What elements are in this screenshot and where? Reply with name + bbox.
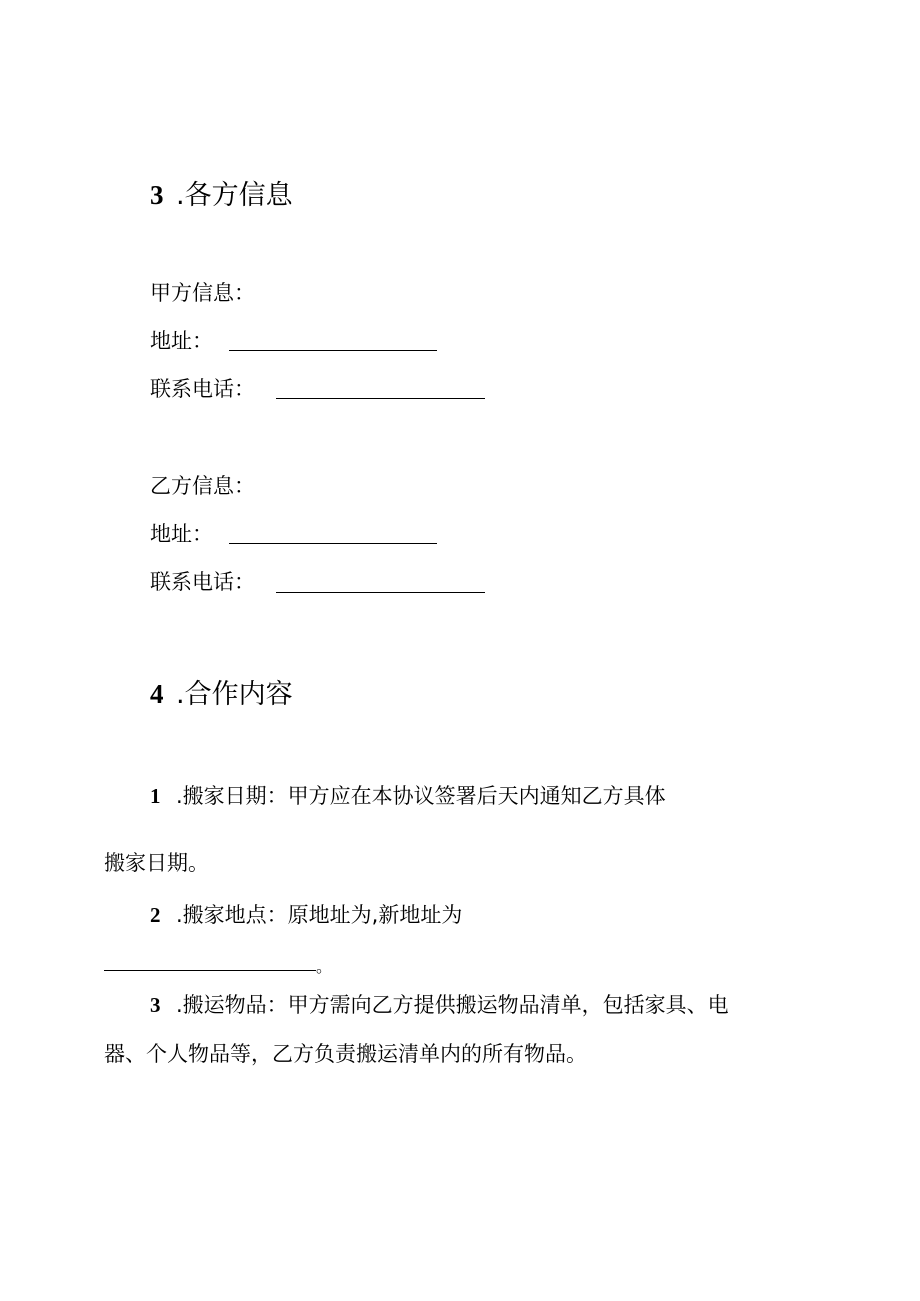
item-text: .搬家日期：甲方应在本协议签署后天内通知乙方具体 bbox=[176, 784, 666, 808]
section-3-heading bbox=[150, 177, 293, 214]
section-number: 3 bbox=[150, 180, 164, 210]
item-1-line-1 bbox=[150, 781, 666, 811]
party-a-address-blank[interactable] bbox=[229, 350, 437, 351]
item-number: 3 bbox=[150, 993, 161, 1017]
item-2-period: 。 bbox=[316, 957, 333, 976]
section-title: .各方信息 bbox=[176, 180, 293, 211]
new-address-blank[interactable] bbox=[104, 970, 316, 971]
item-text: .搬运物品：甲方需向乙方提供搬运物品清单，包括家具、电 bbox=[176, 993, 729, 1017]
party-a-phone-blank[interactable] bbox=[276, 398, 485, 399]
item-text: .搬家地点：原地址为,新地址为 bbox=[176, 903, 463, 927]
item-3-line-2: 器、个人物品等，乙方负责搬运清单内的所有物品。 bbox=[104, 1042, 587, 1066]
item-2-line-1 bbox=[150, 900, 462, 930]
section-title: .合作内容 bbox=[176, 679, 293, 710]
party-a-phone-label: 联系电话： bbox=[150, 377, 255, 401]
item-number: 1 bbox=[150, 784, 161, 808]
party-a-address-label: 地址： bbox=[150, 329, 213, 353]
item-number: 2 bbox=[150, 903, 161, 927]
section-4-heading bbox=[150, 676, 293, 713]
party-b-address-blank[interactable] bbox=[229, 543, 437, 544]
party-a-heading: 甲方信息： bbox=[150, 281, 255, 305]
item-1-line-2: 搬家日期。 bbox=[104, 851, 209, 875]
party-b-phone-label: 联系电话： bbox=[150, 570, 255, 594]
party-b-phone-blank[interactable] bbox=[276, 592, 485, 593]
section-number: 4 bbox=[150, 679, 164, 709]
item-3-line-1 bbox=[150, 990, 729, 1020]
party-b-address-label: 地址： bbox=[150, 522, 213, 546]
party-b-heading: 乙方信息： bbox=[150, 474, 255, 498]
